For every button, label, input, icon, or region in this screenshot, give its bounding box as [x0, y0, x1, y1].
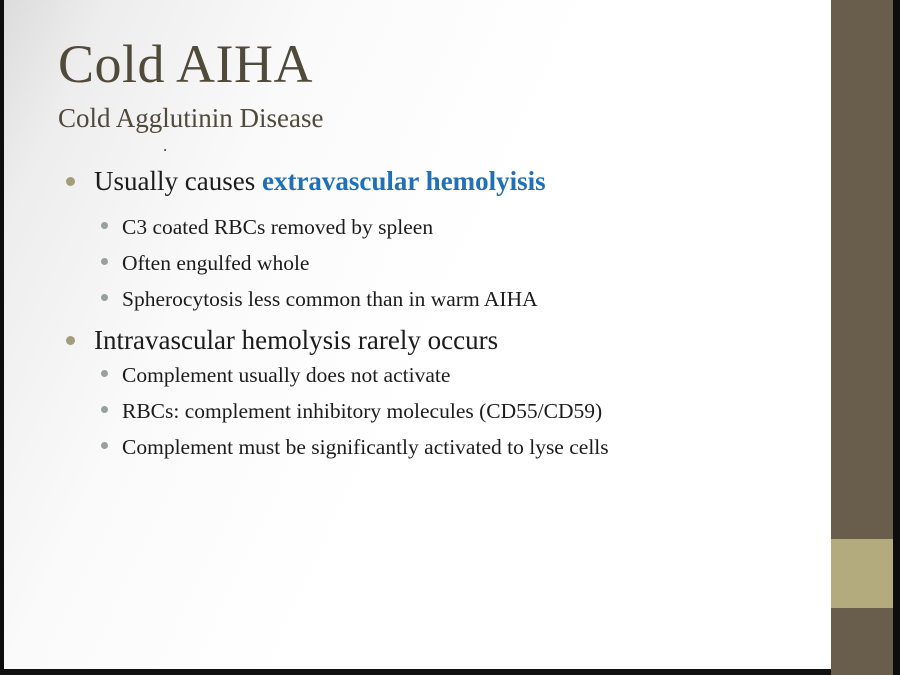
sub-bullet-item	[101, 212, 841, 242]
bullet1-highlight-text: extravascular hemolyisis	[261, 166, 546, 196]
slide-title: Cold AIHA	[58, 34, 314, 94]
bullet-text	[94, 164, 546, 199]
bullet-dot-icon	[66, 177, 75, 186]
bullet-dot-icon	[66, 336, 75, 345]
sub-bullet-dot-icon	[101, 294, 108, 301]
sub-bullet-item	[101, 360, 841, 390]
sub-bullet-text: RBCs: complement inhibitory molecules (CD55/CD59)	[122, 399, 603, 423]
bullet-item	[66, 323, 806, 358]
sub-bullet-text: Spherocytosis less common than in warm AIHA	[122, 287, 538, 311]
sub-bullet-text: C3 coated RBCs removed by spleen	[122, 215, 434, 239]
sub-bullet-item	[101, 248, 841, 278]
slide-canvas	[4, 0, 831, 670]
slide-subtitle: Cold Agglutinin Disease	[58, 103, 324, 133]
sub-bullet-dot-icon	[101, 222, 108, 229]
sub-bullet-dot-icon	[101, 442, 108, 449]
sub-bullet-text: Complement usually does not activate	[122, 363, 451, 387]
sub-bullet-text: Complement must be significantly activated to lyse cells	[122, 435, 609, 459]
sub-bullet-item	[101, 396, 841, 426]
bullet-item	[66, 164, 806, 199]
sub-bullet-dot-icon	[101, 370, 108, 377]
sub-bullet-item	[101, 284, 841, 314]
frame-edge-bottom	[0, 669, 831, 675]
theme-side-band	[831, 0, 893, 675]
sub-bullet-dot-icon	[101, 406, 108, 413]
frame-edge-left	[0, 0, 4, 675]
bullet-text: Intravascular hemolysis rarely occurs	[94, 325, 499, 355]
theme-accent-block	[831, 539, 893, 608]
bullet1-plain-text: Usually causes	[94, 166, 262, 196]
sub-bullet-item	[101, 432, 841, 462]
sub-bullet-dot-icon	[101, 258, 108, 265]
frame-edge-right	[893, 0, 900, 675]
sub-bullet-text: Often engulfed whole	[122, 251, 310, 275]
stray-period-artifact: .	[163, 136, 168, 155]
